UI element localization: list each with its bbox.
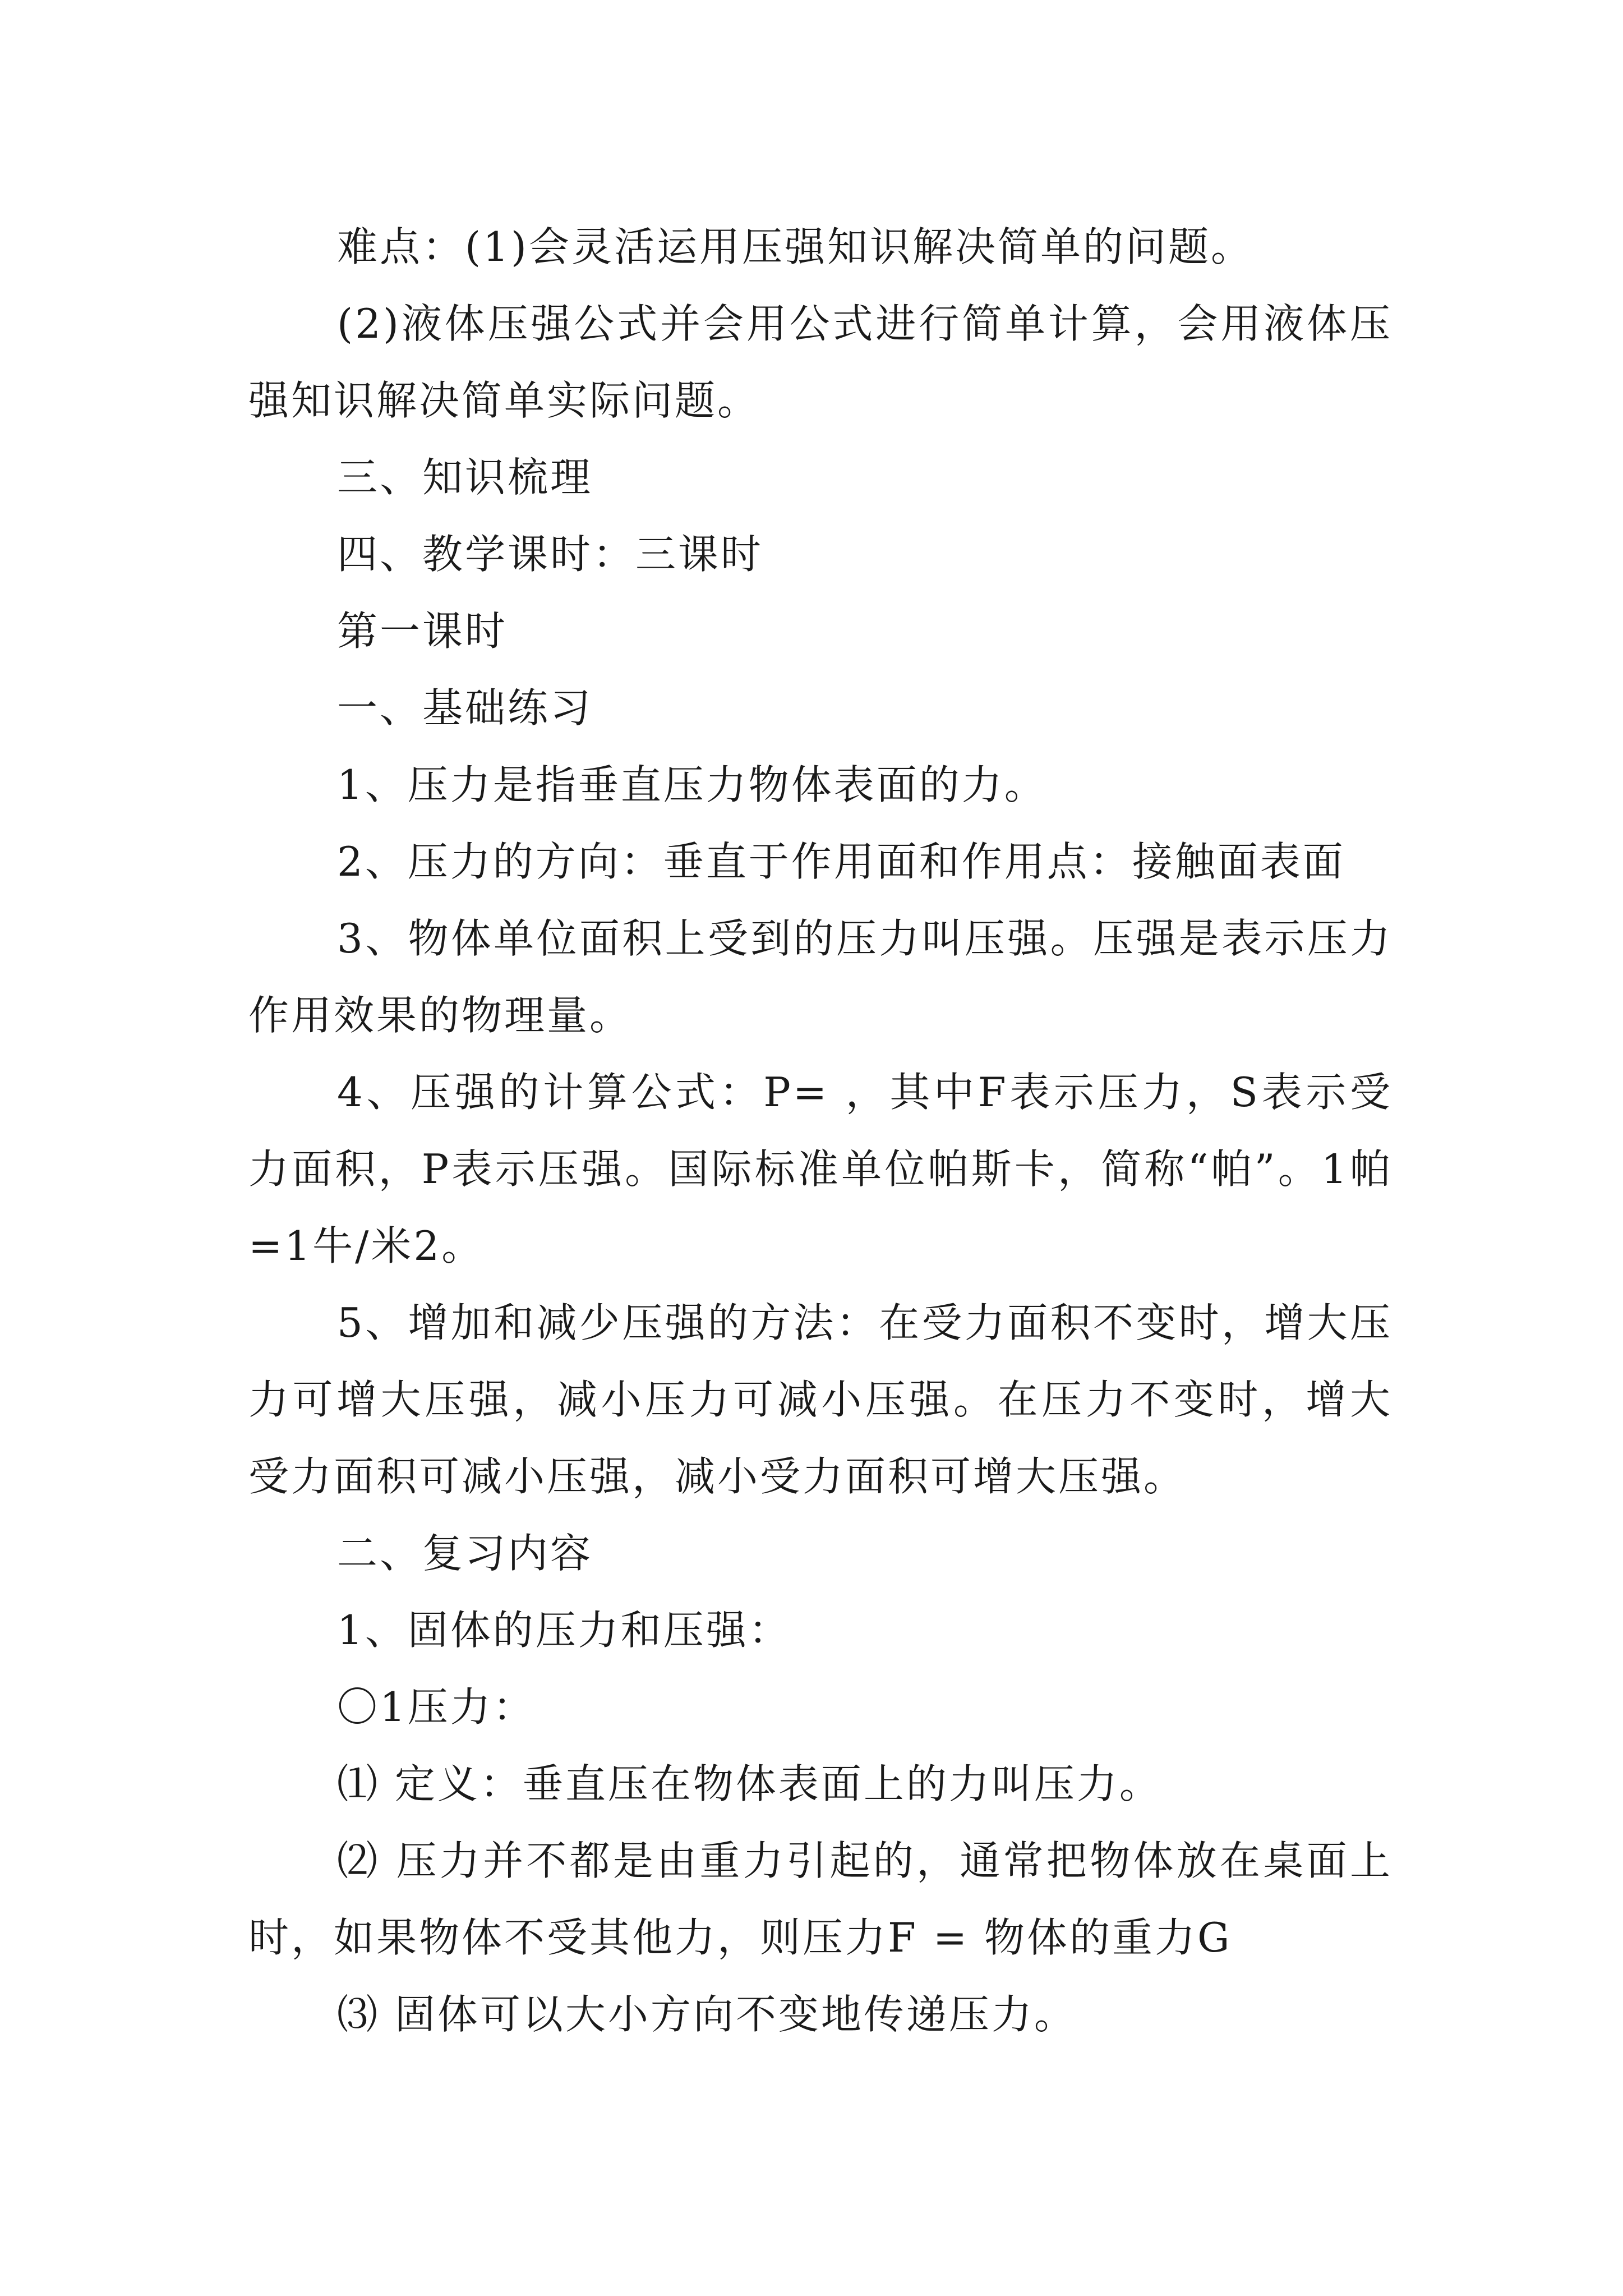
paragraph-difficulty-2: (2)液体压强公式并会用公式进行简单计算，会用液体压强知识解决简单实际问题。	[248, 300, 1393, 424]
paragraph-item-4: 4、压强的计算公式：P= ，其中F表示压力，S表示受力面积，P表示压强。国际标准单位帕斯卡，简称“帕”。1帕=1牛/米2。	[248, 1069, 1393, 1269]
heading-review-content: 二、复习内容	[337, 1530, 593, 1577]
paragraph-difficulty-1: 难点：(1)会灵活运用压强知识解决简单的问题。	[337, 223, 1253, 270]
paragraph-item-5: 5、增加和减少压强的方法：在受力面积不变时，增大压力可增大压强，减小压力可减小压强。在压力不变时，增大受力面积可减小压强，减小受力面积可增大压强。	[248, 1299, 1393, 1500]
heading-basic-practice: 一、基础练习	[337, 684, 593, 731]
heading-knowledge-review: 三、知识梳理	[337, 454, 593, 501]
document-body	[248, 209, 1393, 2053]
paragraph-gravity-note: ⑵ 压力并不都是由重力引起的，通常把物体放在桌面上时，如果物体不受其他力，则压力F = 物体的重力G	[248, 1837, 1393, 1961]
heading-teaching-hours: 四、教学课时：三课时	[337, 531, 764, 578]
paragraph-pressure-force: 〇1压力：	[337, 1683, 536, 1731]
paragraph-item-1: 1、压力是指垂直压力物体表面的力。	[337, 761, 1047, 808]
heading-first-lesson: 第一课时	[337, 608, 508, 655]
paragraph-item-2: 2、压力的方向：垂直于作用面和作用点：接触面表面	[337, 838, 1345, 885]
paragraph-solid-transmit: ⑶ 固体可以大小方向不变地传递压力。	[337, 1991, 1077, 2038]
paragraph-item-3: 3、物体单位面积上受到的压力叫压强。压强是表示压力作用效果的物理量。	[248, 915, 1393, 1039]
paragraph-definition: ⑴ 定义：垂直压在物体表面上的力叫压力。	[337, 1760, 1162, 1807]
paragraph-solid-pressure: 1、固体的压力和压强：	[337, 1607, 791, 1654]
